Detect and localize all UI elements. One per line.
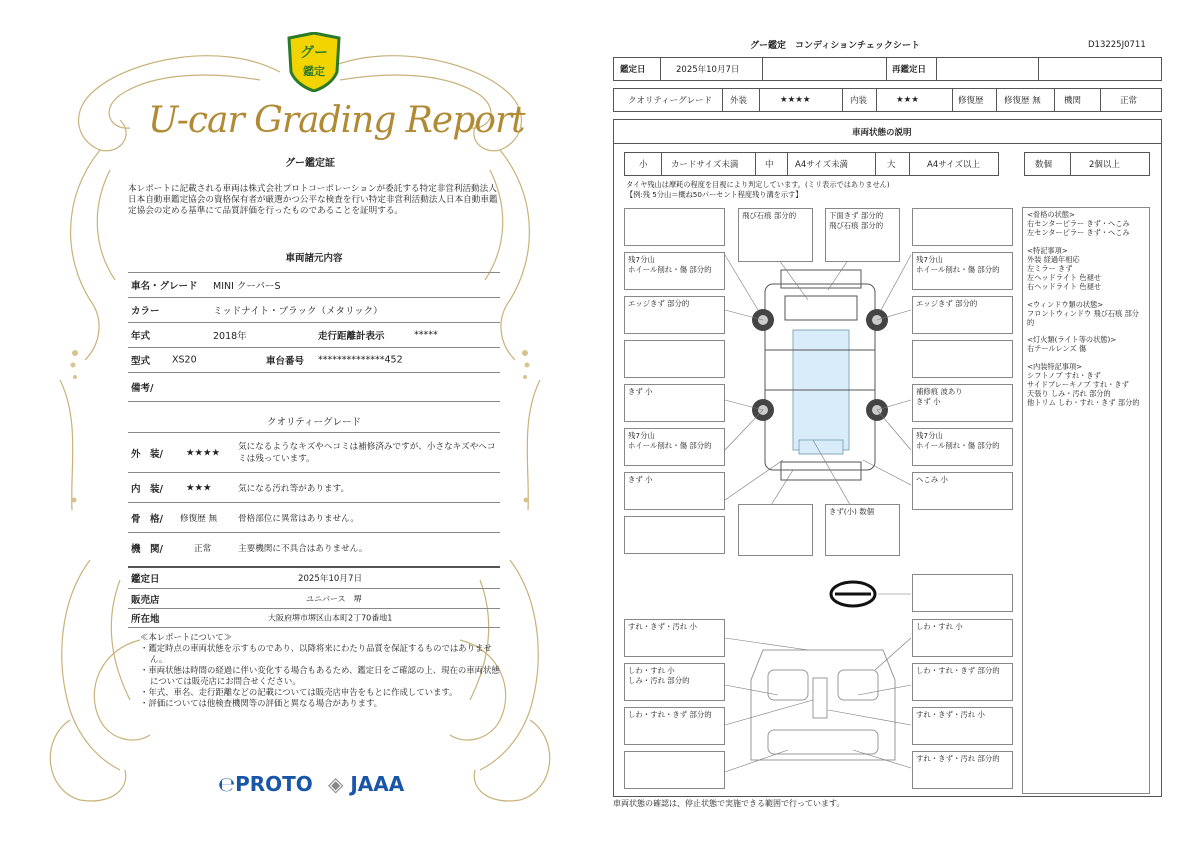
frame-label: 骨 格/ [131, 513, 163, 525]
address-row [128, 608, 500, 628]
color-value: ミッドナイト・ブラック（メタリック） [213, 306, 383, 317]
damage-box-front-bumper: 下面きず 部分的 飛び石痕 部分的 [825, 208, 900, 262]
interior-stars: ★★★ [186, 482, 212, 493]
type-value: XS20 [172, 354, 197, 366]
damage-box-interior-front-right: しわ・すれ 小 [912, 619, 1013, 657]
damage-box-rear-left [624, 516, 725, 554]
year-label: 年式 [131, 331, 151, 342]
exterior-row [128, 432, 500, 472]
damage-box-interior-front-left: すれ・きず・汚れ 小 [624, 619, 725, 657]
damage-box-right-rear-door: 補修痕 波あり きず 小 [912, 384, 1013, 422]
sheet-exterior-label: 外装 [730, 96, 748, 106]
quality-title: クオリティーグレード [266, 417, 362, 428]
damage-box-rear-right-tire: 残7分山 ホイール削れ・傷 部分的 [912, 428, 1013, 466]
sheet-interior-label: 内装 [850, 96, 868, 106]
condition-title: 車両状態の説明 [852, 128, 912, 138]
grade-bar [613, 88, 1162, 112]
damage-box-front-right-upper [912, 208, 1013, 246]
damage-box-rear-left-tire: 残7分山 ホイール削れ・傷 部分的 [624, 428, 725, 466]
size-small-desc: カードサイズ未満 [671, 160, 739, 170]
damage-box-front-right-tire: 残7分山 ホイール削れ・傷 部分的 [912, 252, 1013, 290]
type-row [128, 347, 500, 372]
damage-box-left-rear-door: きず 小 [624, 384, 725, 422]
interior-label: 内 装/ [131, 483, 163, 495]
damage-box-right-quarter: へこみ 小 [912, 472, 1013, 510]
engine-row [128, 532, 500, 562]
sheet-id: D13225J0711 [1088, 40, 1146, 50]
damage-box-rear-interior-left [624, 751, 725, 789]
about-item: ・車両状態は時間の経過に伴い変化する場合もあるため、鑑定日をご確認の上、現在の車両状態については販売店にお問合せください。 [140, 665, 500, 686]
date-row [128, 566, 500, 588]
address-label: 所在地 [131, 614, 160, 625]
repair-label: 修復歴 [958, 96, 984, 106]
window-notes: <ウィンドウ類の状態> フロントウィンドウ 飛び石痕 部分的 [1027, 299, 1139, 328]
special-notes: <特記事項> 外装 経過年相応 左ミラー きず 左ヘッドライト 色褪せ 右ヘッドライト 色褪せ [1027, 245, 1101, 292]
date-label: 鑑定日 [131, 574, 160, 585]
damage-box-rear-seat-right: すれ・きず・汚れ 小 [912, 707, 1013, 745]
about-item: ・評価については他検査機関等の評価と異なる場合があります。 [140, 698, 383, 708]
type-label: 型式 [131, 356, 151, 367]
about-item: ・年式、車名、走行距離などの記載については販売店申告をもとに作成しています。 [140, 687, 458, 697]
sheet-interior-stars: ★★★ [896, 95, 919, 105]
frame-text: 骨格部位に異常はありません。 [238, 513, 359, 524]
sheet-engine-value: 正常 [1120, 96, 1138, 106]
about-title: ≪本レポートについて≫ [140, 632, 232, 642]
shop-row [128, 588, 500, 608]
proto-logo: ℮PROTO [218, 772, 313, 796]
exterior-label: 外 装/ [131, 448, 163, 460]
engine-text: 主要機関に不具合はありません。 [238, 543, 368, 554]
quality-label: クオリティーグレード [628, 96, 713, 106]
year-row [128, 322, 500, 347]
engine-value: 正常 [194, 543, 212, 554]
model-row [128, 272, 500, 297]
sheet-engine-label: 機関 [1064, 96, 1082, 106]
count-desc: 2個以上 [1089, 160, 1120, 170]
size-large-desc: A4サイズ以上 [927, 160, 981, 170]
sheet-exterior-stars: ★★★★ [780, 95, 811, 105]
svg-text:グー: グー [300, 45, 328, 61]
tire-example: 【例:残 5分山＝概ね50パーセント程度残り溝を示す】 [626, 190, 803, 199]
date-value: 2025年10月7日 [298, 574, 363, 584]
damage-box-front-left-tire: 残7分山 ホイール削れ・傷 部分的 [624, 252, 725, 290]
light-notes: <灯火類(ライト等の状態)> 右テールレンズ 傷 [1027, 335, 1117, 354]
damage-box-left-fender: エッジきず 部分的 [624, 296, 725, 334]
jaaa-logo: ◈ JAAA [328, 772, 405, 796]
cert-title: グー鑑定証 [285, 158, 335, 169]
exterior-text: 気になるようなキズやヘコミは補修済みですが、小さなキズやヘコミは残っています。 [238, 441, 496, 464]
repair-value: 修復歴 無 [1004, 96, 1041, 106]
sheet-title: グー鑑定 コンディションチェックシート [750, 41, 920, 51]
year-value: 2018年 [213, 331, 247, 342]
damage-box-left-front-door [624, 340, 725, 378]
damage-box-right-fender: エッジきず 部分的 [912, 296, 1013, 334]
size-legend [624, 152, 999, 176]
damage-box-rear-bumper [738, 504, 813, 556]
sheet-footer: 車両状態の確認は、停止状態で実施できる範囲で行っています。 [613, 799, 845, 808]
interior-notes: <内装特記事項> シフトノブ すれ・きず サイドブレーキノブ すれ・きず 天張り しみ・汚れ 部分的 他トリム しわ・すれ・きず 部分的 [1027, 361, 1140, 408]
spec-title: 車両諸元内容 [285, 253, 343, 264]
frame-row [128, 502, 500, 532]
redate-label: 再鑑定日 [892, 65, 927, 75]
sheet-date-label: 鑑定日 [620, 65, 646, 75]
remarks-label: 備考/ [131, 383, 154, 394]
size-mid-desc: A4サイズ未満 [795, 160, 849, 170]
address-value: 大阪府堺市堺区山本町2丁70番地1 [268, 613, 393, 623]
interior-row [128, 472, 500, 502]
about-section [140, 632, 500, 709]
cert-text: 本レポートに記載される車両は株式会社プロトコーポレーションが委託する特定非営利活動法人日本自動車鑑定協会の資格保有者が厳選かつ公平な検査を行い特定非営利活動法人日本自動車鑑定協会の定める基準にて品質評価を行ったものであることを証明する。 [128, 184, 498, 217]
side-notes [1022, 207, 1150, 794]
model-label: 車名・グレード [131, 281, 198, 292]
engine-label: 機 関/ [131, 543, 163, 555]
tire-note: タイヤ残山は摩耗の程度を目視により判定しています。(ミリ表示ではありません) [626, 180, 890, 189]
date-bar [613, 57, 1162, 81]
exterior-stars: ★★★★ [186, 447, 221, 458]
damage-box-trunk: きず(小) 数個 [825, 504, 900, 556]
damage-box-left-quarter: きず 小 [624, 472, 725, 510]
shop-label: 販売店 [131, 594, 160, 606]
size-small: 小 [639, 160, 648, 170]
shop-value: ユニバース 堺 [306, 594, 362, 603]
color-label: カラー [131, 306, 160, 317]
remarks-row [128, 372, 500, 402]
frame-notes: <骨格の状態> 右センターピラー きず・へこみ 左センターピラー きず・へこみ [1027, 210, 1130, 238]
goo-kantei-badge-icon [285, 32, 343, 92]
damage-box-front-left-upper [624, 208, 725, 246]
size-mid: 中 [765, 160, 774, 170]
chassis-value: **************452 [318, 354, 403, 366]
about-item: ・鑑定時点の車両状態を示すものであり、以降将来にわたり品質を保証するものではありません。 [140, 643, 492, 664]
count-legend [1024, 152, 1150, 176]
jaaa-logo-text: JAAA [350, 772, 405, 796]
color-row [128, 297, 500, 322]
interior-text: 気になる汚れ等があります。 [238, 483, 350, 494]
damage-box-bonnet: 飛び石痕 部分的 [738, 208, 813, 262]
proto-logo-text: PROTO [235, 772, 313, 796]
damage-box-passenger-seat: しわ・すれ・きず 部分的 [912, 663, 1013, 701]
report-title: U-car Grading Report [148, 100, 525, 141]
count-label: 数個 [1035, 160, 1053, 170]
chassis-label: 車台番号 [266, 356, 305, 367]
sheet-date-value: 2025年10月7日 [676, 65, 740, 75]
frame-value: 修復歴 無 [180, 513, 218, 524]
damage-box-rear-interior-right: すれ・きず・汚れ 部分的 [912, 751, 1013, 789]
model-value: MINI クーパーS [213, 281, 281, 292]
size-large: 大 [887, 160, 896, 170]
damage-box-right-front-door [912, 340, 1013, 378]
svg-text:鑑定: 鑑定 [303, 65, 325, 78]
mileage-value: ***** [414, 329, 438, 341]
damage-box-steering [912, 574, 1013, 612]
mileage-label: 走行距離計表示 [318, 331, 385, 342]
damage-box-rear-seat-left: しわ・すれ・きず 部分的 [624, 707, 725, 745]
damage-box-driver-seat: しわ・すれ 小 しみ・汚れ 部分的 [624, 663, 725, 701]
